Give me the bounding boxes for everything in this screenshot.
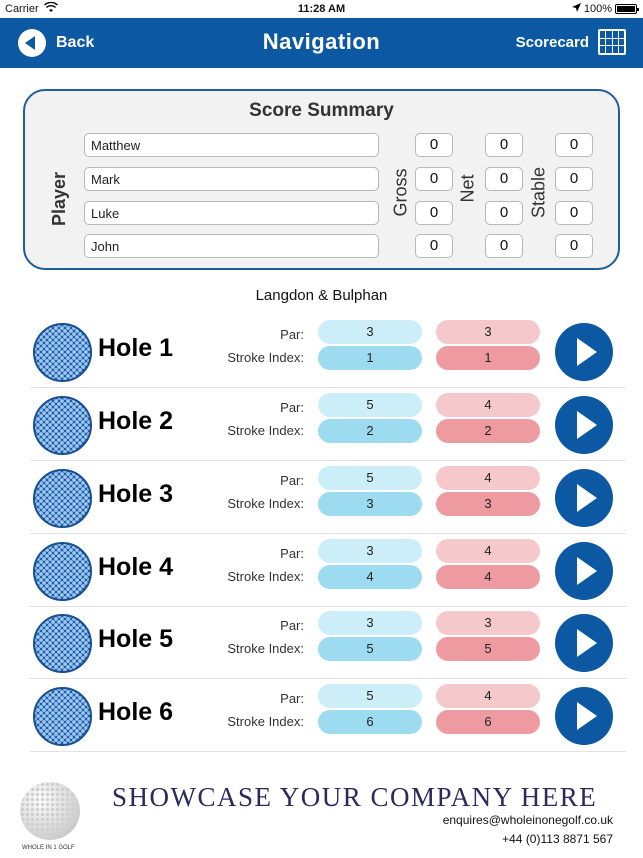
player-label: Player [49,171,69,226]
score-summary-title: Score Summary [249,100,394,121]
golf-ball-icon [33,542,92,601]
hole-row[interactable] [30,389,626,461]
hole-name: Hole 6 [98,698,174,726]
player-name-input[interactable] [84,133,379,157]
player-name-input[interactable] [84,234,379,258]
battery-icon [615,4,637,14]
hole-row[interactable] [30,680,626,752]
par-label: Par: [280,327,304,342]
par-value: 4 [436,684,540,708]
stroke-index-value: 1 [436,346,540,370]
play-arrow-icon[interactable] [555,323,613,381]
golf-ball-icon [33,469,92,528]
stroke-index-value: 5 [436,637,540,661]
player-name-input[interactable] [84,167,379,191]
par-value: 4 [436,539,540,563]
stroke-index-label: Stroke Index: [227,350,304,365]
hole-row[interactable] [30,535,626,607]
par-label: Par: [280,400,304,415]
par-value: 5 [318,684,422,708]
stroke-index-value: 3 [318,492,422,516]
scorecard-button[interactable] [516,29,626,55]
stroke-index-label: Stroke Index: [227,714,304,729]
stroke-index-value: 5 [318,637,422,661]
gross-label: Gross [390,168,411,217]
stroke-index-value: 2 [436,419,540,443]
golf-ball-logo-icon [20,782,80,840]
gross-score[interactable]: 0 [415,234,453,258]
net-score[interactable]: 0 [485,201,523,225]
score-summary-card [23,89,620,270]
stroke-index-value: 6 [318,710,422,734]
hole-name: Hole 3 [98,480,174,508]
stroke-index-value: 4 [318,565,422,589]
banner-phone: +44 (0)113 8871 567 [502,832,613,846]
ad-banner[interactable] [0,762,643,858]
stroke-index-label: Stroke Index: [227,641,304,656]
net-label: Net [457,174,478,203]
battery-percent: 100% [583,3,612,15]
par-value: 4 [436,393,540,417]
hole-name: Hole 2 [98,407,174,435]
logo-text: WHOLE IN 1 GOLF [22,845,75,851]
scorecard-label: Scorecard [515,33,589,51]
course-name: Langdon & Bulphan [255,287,388,304]
player-name-input[interactable] [84,201,379,225]
gross-score[interactable]: 0 [415,201,453,225]
stroke-index-value: 6 [436,710,540,734]
par-value: 5 [318,466,422,490]
hole-row[interactable] [30,316,626,388]
stroke-index-value: 2 [318,419,422,443]
banner-email: enquires@wholeinonegolf.co.uk [442,813,613,827]
golf-ball-icon [33,396,92,455]
stable-score[interactable]: 0 [555,167,593,191]
stroke-index-label: Stroke Index: [227,496,304,511]
par-label: Par: [280,546,304,561]
play-arrow-icon[interactable] [555,469,613,527]
hole-name: Hole 5 [98,625,174,653]
par-label: Par: [280,618,304,633]
hole-row[interactable] [30,607,626,679]
stroke-index-label: Stroke Index: [227,569,304,584]
stable-score[interactable]: 0 [555,133,593,157]
par-value: 3 [318,320,422,344]
par-label: Par: [280,473,304,488]
golf-ball-icon [33,687,92,746]
stable-score[interactable]: 0 [555,201,593,225]
hole-row[interactable] [30,462,626,534]
golf-ball-icon [33,323,92,382]
golf-ball-icon [33,614,92,673]
gross-score[interactable]: 0 [415,133,453,157]
play-arrow-icon[interactable] [555,542,613,600]
banner-title: SHOWCASE YOUR COMPANY HERE [112,782,598,812]
stable-label: Stable [528,166,549,219]
par-label: Par: [280,691,304,706]
stroke-index-label: Stroke Index: [227,423,304,438]
par-value: 3 [436,320,540,344]
par-value: 3 [318,611,422,635]
status-time: 11:28 AM [297,3,346,15]
gross-score[interactable]: 0 [415,167,453,191]
hole-name: Hole 4 [98,553,174,581]
stroke-index-value: 4 [436,565,540,589]
par-value: 3 [436,611,540,635]
back-label: Back [56,34,95,51]
hole-name: Hole 1 [98,334,174,362]
play-arrow-icon[interactable] [555,614,613,672]
play-arrow-icon[interactable] [555,396,613,454]
par-value: 5 [318,393,422,417]
net-score[interactable]: 0 [485,133,523,157]
page-title: Navigation [262,29,381,54]
play-arrow-icon[interactable] [555,687,613,745]
nav-bar [0,18,643,68]
grid-icon [598,29,626,55]
par-value: 4 [436,466,540,490]
net-score[interactable]: 0 [485,234,523,258]
status-bar [0,0,643,18]
location-arrow-icon [572,3,581,15]
stroke-index-value: 1 [318,346,422,370]
stable-score[interactable]: 0 [555,234,593,258]
carrier-label: Carrier [5,3,39,15]
par-value: 3 [318,539,422,563]
net-score[interactable]: 0 [485,167,523,191]
stroke-index-value: 3 [436,492,540,516]
